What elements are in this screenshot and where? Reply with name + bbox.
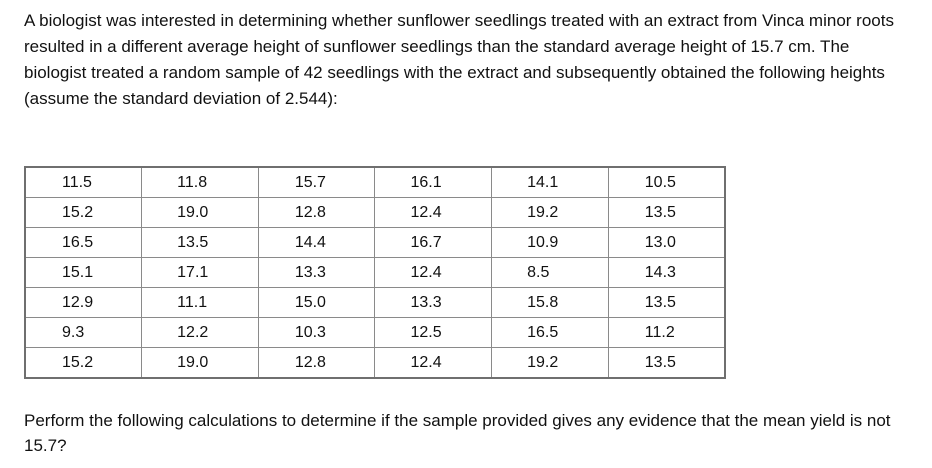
table-cell: 15.1 — [25, 258, 142, 288]
table-cell: 11.8 — [142, 167, 259, 198]
table-row — [25, 228, 725, 258]
table-cell: 12.2 — [142, 318, 259, 348]
table-cell: 16.1 — [375, 167, 492, 198]
table-cell: 17.1 — [142, 258, 259, 288]
table-cell: 19.0 — [142, 348, 259, 379]
table-row — [25, 198, 725, 228]
table-cell: 8.5 — [492, 258, 609, 288]
table-row — [25, 348, 725, 379]
table-cell: 12.5 — [375, 318, 492, 348]
table-cell: 12.8 — [258, 348, 375, 379]
table-cell: 10.5 — [608, 167, 725, 198]
heights-table-body — [25, 167, 725, 378]
table-cell: 13.3 — [258, 258, 375, 288]
table-cell: 13.0 — [608, 228, 725, 258]
table-cell: 19.0 — [142, 198, 259, 228]
table-cell: 15.8 — [492, 288, 609, 318]
table-cell: 9.3 — [25, 318, 142, 348]
table-cell: 10.9 — [492, 228, 609, 258]
table-cell: 16.7 — [375, 228, 492, 258]
table-cell: 16.5 — [492, 318, 609, 348]
table-cell: 10.3 — [258, 318, 375, 348]
table-cell: 13.3 — [375, 288, 492, 318]
table-cell: 11.2 — [608, 318, 725, 348]
question-prompt: Perform the following calculations to determine if the sample provided gives any evidence that the mean yield is not 15.7? — [24, 411, 891, 455]
table-cell: 19.2 — [492, 348, 609, 379]
table-cell: 12.4 — [375, 258, 492, 288]
problem-statement: A biologist was interested in determining whether sunflower seedlings treated with an extract from Vinca minor roots resulted in a different average height of sunflower seedlings than the standard average height of 15.7 cm. The biologist treated a random sample of 42 seedlings with the extract and subsequently obtained the following heights (assume the standard deviation of 2.544): — [24, 11, 894, 108]
table-row — [25, 167, 725, 198]
table-cell: 15.2 — [25, 198, 142, 228]
table-cell: 15.7 — [258, 167, 375, 198]
heights-table — [24, 166, 726, 379]
table-cell: 11.5 — [25, 167, 142, 198]
table-cell: 12.9 — [25, 288, 142, 318]
table-cell: 13.5 — [608, 348, 725, 379]
table-cell: 14.4 — [258, 228, 375, 258]
table-row — [25, 288, 725, 318]
table-row — [25, 318, 725, 348]
table-cell: 12.4 — [375, 348, 492, 379]
table-cell: 14.3 — [608, 258, 725, 288]
table-cell: 13.5 — [608, 288, 725, 318]
table-cell: 12.8 — [258, 198, 375, 228]
table-cell: 12.4 — [375, 198, 492, 228]
table-cell: 16.5 — [25, 228, 142, 258]
table-cell: 13.5 — [608, 198, 725, 228]
table-row — [25, 258, 725, 288]
table-cell: 15.2 — [25, 348, 142, 379]
table-cell: 14.1 — [492, 167, 609, 198]
table-cell: 19.2 — [492, 198, 609, 228]
table-cell: 11.1 — [142, 288, 259, 318]
table-cell: 13.5 — [142, 228, 259, 258]
table-cell: 15.0 — [258, 288, 375, 318]
